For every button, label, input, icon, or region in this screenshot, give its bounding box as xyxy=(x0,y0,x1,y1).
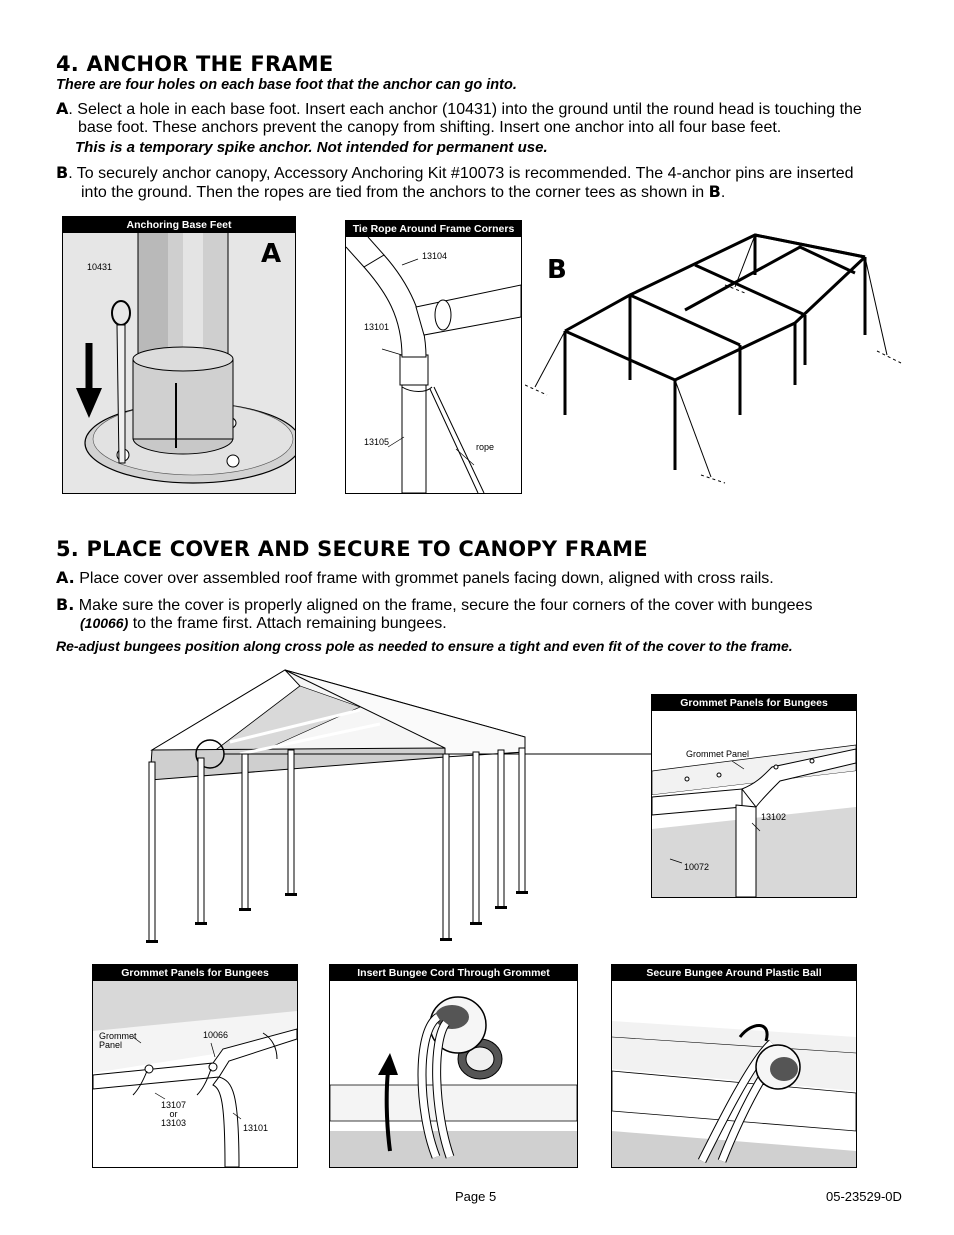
section5-note: Re-adjust bungees position along cross pole as needed to ensure a tight and even fit of the cover to the frame. xyxy=(56,638,793,654)
figure-tie-rope xyxy=(345,220,522,494)
step-a-letter: A xyxy=(56,99,69,118)
canopy-illustration xyxy=(140,662,660,952)
label-rail-13107-or-13103: 13107 or 13103 xyxy=(161,1100,187,1128)
section4-step-b xyxy=(56,163,936,183)
tie-rope-illustration xyxy=(346,237,521,493)
step-b-letter: B. xyxy=(56,595,75,614)
page-number: Page 5 xyxy=(455,1189,497,1204)
section4-step-a xyxy=(56,99,916,119)
figure-insert-bungee xyxy=(329,964,578,1168)
label-rope: rope xyxy=(476,442,495,452)
label-anchor-10431: 10431 xyxy=(87,262,113,272)
section5-step-a xyxy=(56,568,936,588)
label-corner-13101: 13101 xyxy=(364,322,390,332)
step-a-letter: A. xyxy=(56,568,75,587)
label-tee-13104: 13104 xyxy=(422,251,448,261)
step-b-part-number: (10066) xyxy=(80,615,129,631)
label-corner-13101: 13101 xyxy=(243,1123,269,1133)
label-pole-13105: 13105 xyxy=(364,437,390,447)
section5-step-b xyxy=(56,595,936,615)
insert-bungee-illustration xyxy=(330,981,577,1167)
step-a-warning: This is a temporary spike anchor. Not intended for permanent use. xyxy=(75,139,548,156)
step-b-line2 xyxy=(80,614,447,633)
section4-title: 4. ANCHOR THE FRAME xyxy=(56,52,334,76)
document-number: 05-23529-0D xyxy=(826,1189,902,1204)
step-a-line2: base foot. These anchors prevent the canopy from shifting. Insert one anchor into all four base feet. xyxy=(78,119,782,136)
label-bungee-10066: 10066 xyxy=(203,1030,229,1040)
figure-letter-a: A xyxy=(261,239,282,269)
step-b-line1: . To securely anchor canopy, Accessory Anchoring Kit #10073 is recommended. The 4-anchor pins are inserted xyxy=(68,165,854,182)
base-foot-illustration xyxy=(63,233,295,493)
grommet-panels-left-illustration xyxy=(93,981,297,1167)
step-a-text: Place cover over assembled roof frame with grommet panels facing down, aligned with cross rails. xyxy=(79,570,774,587)
label-pole-10072: 10072 xyxy=(684,862,710,872)
figure-header: Tie Rope Around Frame Corners xyxy=(346,221,521,237)
figure-b-frame xyxy=(525,215,920,495)
step-b-ref: B xyxy=(708,182,721,201)
figure-grommet-panels-right xyxy=(651,694,857,898)
figure-anchoring-base-feet xyxy=(62,216,296,494)
label-corner-13102: 13102 xyxy=(761,812,787,822)
section5-title: 5. PLACE COVER AND SECURE TO CANOPY FRAME xyxy=(56,537,648,561)
step-b-line1: Make sure the cover is properly aligned on the frame, secure the four corners of the cover with bungees xyxy=(78,597,813,614)
grommet-panels-right-illustration xyxy=(652,711,856,897)
step-b-line2 xyxy=(81,182,725,202)
step-a-line1: . Select a hole in each base foot. Insert each anchor (10431) into the ground until the round head is touching the xyxy=(68,101,862,118)
frame-with-ropes-illustration xyxy=(525,215,920,495)
figure-header: Grommet Panels for Bungees xyxy=(652,695,856,711)
figure-header: Grommet Panels for Bungees xyxy=(93,965,297,981)
section4-note: There are four holes on each base foot that the anchor can go into. xyxy=(56,77,517,93)
step-b-end: . xyxy=(720,184,726,201)
figure-header: Anchoring Base Feet xyxy=(63,217,295,233)
figure-header: Insert Bungee Cord Through Grommet xyxy=(330,965,577,981)
step-b-line2-text: into the ground. Then the ropes are tied from the anchors to the corner tees as shown in xyxy=(81,184,709,201)
step-b-letter: B xyxy=(56,163,69,182)
figure-header: Secure Bungee Around Plastic Ball xyxy=(612,965,856,981)
figure-grommet-panels-left xyxy=(92,964,298,1168)
step-b-line2-text: to the frame first. Attach remaining bungees. xyxy=(128,615,447,632)
figure-secure-bungee xyxy=(611,964,857,1168)
secure-bungee-illustration xyxy=(612,981,856,1167)
figure-letter-b: B xyxy=(547,255,567,285)
label-grommet-panel: Grommet Panel xyxy=(99,1031,137,1050)
label-grommet-panel: Grommet Panel xyxy=(686,749,750,759)
